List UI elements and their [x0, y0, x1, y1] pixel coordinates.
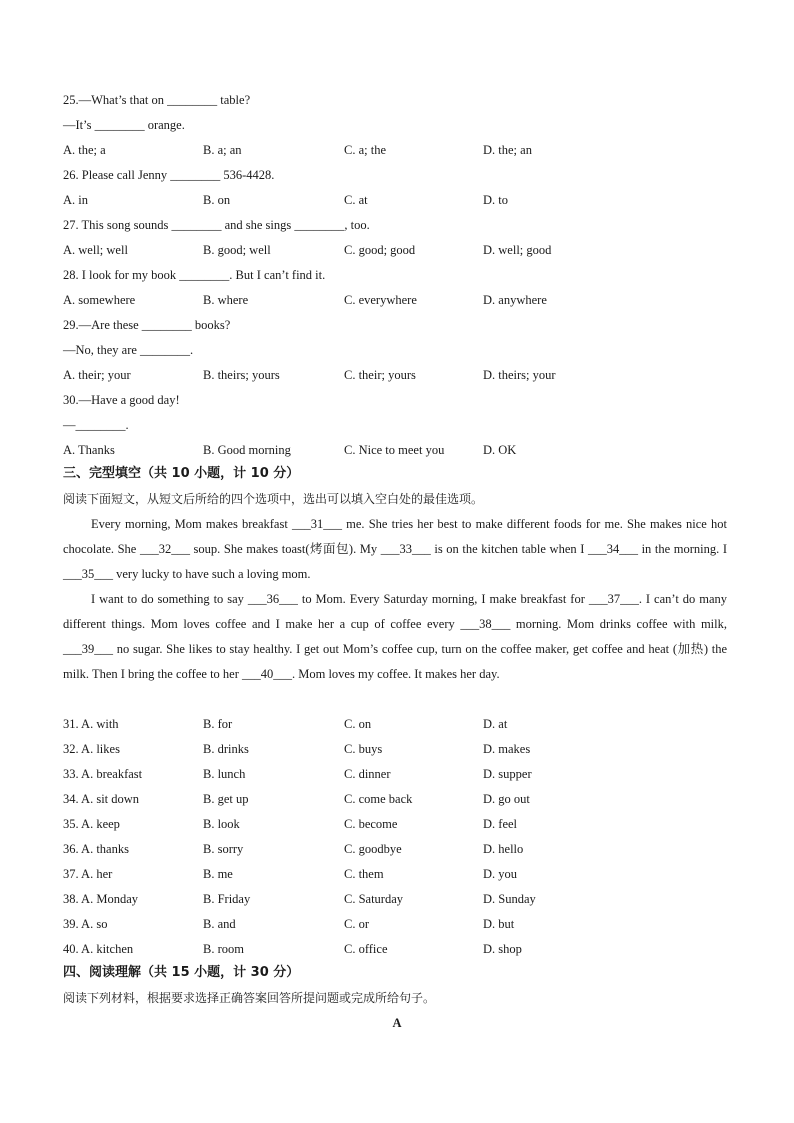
cloze-31-option-c: C. on: [344, 717, 372, 731]
question-30-option-b: B. Good morning: [203, 443, 291, 457]
section-3-instruction: 阅读下面短文，从短文后所给的四个选项中，选出可以填入空白处的最佳选项。: [63, 492, 484, 506]
question-28-option-c: C. everywhere: [344, 293, 417, 307]
cloze-38-option-d: D. Sunday: [483, 892, 536, 906]
question-30-line-1: 30.—Have a good day!: [63, 393, 180, 407]
question-29-option-b: B. theirs; yours: [203, 368, 280, 382]
cloze-34-option-a: 34. A. sit down: [63, 792, 140, 806]
section-4-heading: 四、阅读理解（共 15 小题，计 30 分）: [63, 965, 300, 980]
question-30-option-a: A. Thanks: [63, 443, 115, 457]
question-29-line-2: —No, they are ________.: [63, 343, 194, 357]
question-29-option-a: A. their; your: [63, 368, 131, 382]
cloze-38-option-a: 38. A. Monday: [63, 892, 138, 906]
question-26-option-c: C. at: [344, 193, 368, 207]
question-25-line-1: 25.—What’s that on ________ table?: [63, 93, 251, 107]
question-25-option-b: B. a; an: [203, 143, 242, 157]
cloze-40-option-a: 40. A. kitchen: [63, 942, 134, 956]
cloze-39-option-a: 39. A. so: [63, 917, 108, 931]
cloze-36-option-a: 36. A. thanks: [63, 842, 129, 856]
cloze-36-option-b: B. sorry: [203, 842, 244, 856]
question-30-line-2: —________.: [63, 418, 129, 432]
cloze-35-option-a: 35. A. keep: [63, 817, 120, 831]
cloze-37-option-c: C. them: [344, 867, 384, 881]
cloze-36-option-d: D. hello: [483, 842, 524, 856]
section-4-instruction: 阅读下列材料，根据要求选择正确答案回答所提问题或完成所给句子。: [63, 991, 436, 1005]
question-29-option-c: C. their; yours: [344, 368, 416, 382]
question-27-option-c: C. good; good: [344, 243, 416, 257]
question-30-option-d: D. OK: [483, 443, 517, 457]
passage-a-label: A: [392, 1016, 402, 1030]
question-27-option-b: B. good; well: [203, 243, 271, 257]
question-25-option-c: C. a; the: [344, 143, 387, 157]
cloze-37-option-a: 37. A. her: [63, 867, 113, 881]
cloze-40-option-d: D. shop: [483, 942, 522, 956]
cloze-33-option-c: C. dinner: [344, 767, 391, 781]
question-25-line-2: —It’s ________ orange.: [63, 118, 185, 132]
question-28-line-1: 28. I look for my book ________. But I can’t find it.: [63, 268, 326, 282]
cloze-35-option-b: B. look: [203, 817, 240, 831]
cloze-32-option-a: 32. A. likes: [63, 742, 120, 756]
question-28-option-b: B. where: [203, 293, 249, 307]
cloze-33-option-a: 33. A. breakfast: [63, 767, 143, 781]
cloze-32-option-d: D. makes: [483, 742, 531, 756]
cloze-38-option-b: B. Friday: [203, 892, 251, 906]
question-26-option-d: D. to: [483, 193, 508, 207]
cloze-31-option-b: B. for: [203, 717, 233, 731]
cloze-37-option-b: B. me: [203, 867, 233, 881]
cloze-31-option-a: 31. A. with: [63, 717, 119, 731]
cloze-32-option-b: B. drinks: [203, 742, 249, 756]
cloze-39-option-c: C. or: [344, 917, 369, 931]
question-29-line-1: 29.—Are these ________ books?: [63, 318, 231, 332]
cloze-33-option-b: B. lunch: [203, 767, 246, 781]
cloze-40-option-c: C. office: [344, 942, 388, 956]
section-3-heading: 三、完型填空（共 10 小题，计 10 分）: [63, 466, 300, 481]
question-26-option-a: A. in: [63, 193, 88, 207]
cloze-paragraph-2: I want to do something to say ___36___ to Mom. Every Saturday morning, I make breakfast for ___37___. I can’t do many different things. Mom loves coffee and I make her a cup of coffee every ___38___ morning. Mom drinks coffee with milk, ___39___ no sugar. She likes to stay healthy. I get out Mom’s coffee cup, turn on the coffee maker, get coffee and heat (加热) the milk. Then I bring the coffee to her ___40___. Mom loves my coffee. It makes her day.: [63, 592, 727, 681]
question-28-option-a: A. somewhere: [63, 293, 136, 307]
cloze-35-option-d: D. feel: [483, 817, 518, 831]
question-30-option-c: C. Nice to meet you: [344, 443, 445, 457]
cloze-paragraph-1: Every morning, Mom makes breakfast ___31___ me. She tries her best to make different foods for me. She makes nice hot chocolate. She ___32___ soup. She makes toast(烤面包). My ___33___ is on the kitchen table when I ___34___ in the morning. I ___35___ very lucky to have such a loving mom.: [63, 517, 727, 581]
question-25-option-d: D. the; an: [483, 143, 532, 157]
cloze-34-option-d: D. go out: [483, 792, 530, 806]
cloze-35-option-c: C. become: [344, 817, 398, 831]
cloze-31-option-d: D. at: [483, 717, 508, 731]
cloze-36-option-c: C. goodbye: [344, 842, 402, 856]
cloze-40-option-b: B. room: [203, 942, 244, 956]
question-26-option-b: B. on: [203, 193, 231, 207]
cloze-37-option-d: D. you: [483, 867, 518, 881]
question-26-line-1: 26. Please call Jenny ________ 536-4428.: [63, 168, 275, 182]
question-28-option-d: D. anywhere: [483, 293, 547, 307]
cloze-34-option-b: B. get up: [203, 792, 249, 806]
cloze-32-option-c: C. buys: [344, 742, 383, 756]
question-27-line-1: 27. This song sounds ________ and she sings ________, too.: [63, 218, 370, 232]
question-29-option-d: D. theirs; your: [483, 368, 556, 382]
cloze-39-option-d: D. but: [483, 917, 515, 931]
question-27-option-d: D. well; good: [483, 243, 552, 257]
question-27-option-a: A. well; well: [63, 243, 128, 257]
cloze-33-option-d: D. supper: [483, 767, 532, 781]
cloze-38-option-c: C. Saturday: [344, 892, 404, 906]
cloze-34-option-c: C. come back: [344, 792, 413, 806]
cloze-39-option-b: B. and: [203, 917, 236, 931]
question-25-option-a: A. the; a: [63, 143, 106, 157]
